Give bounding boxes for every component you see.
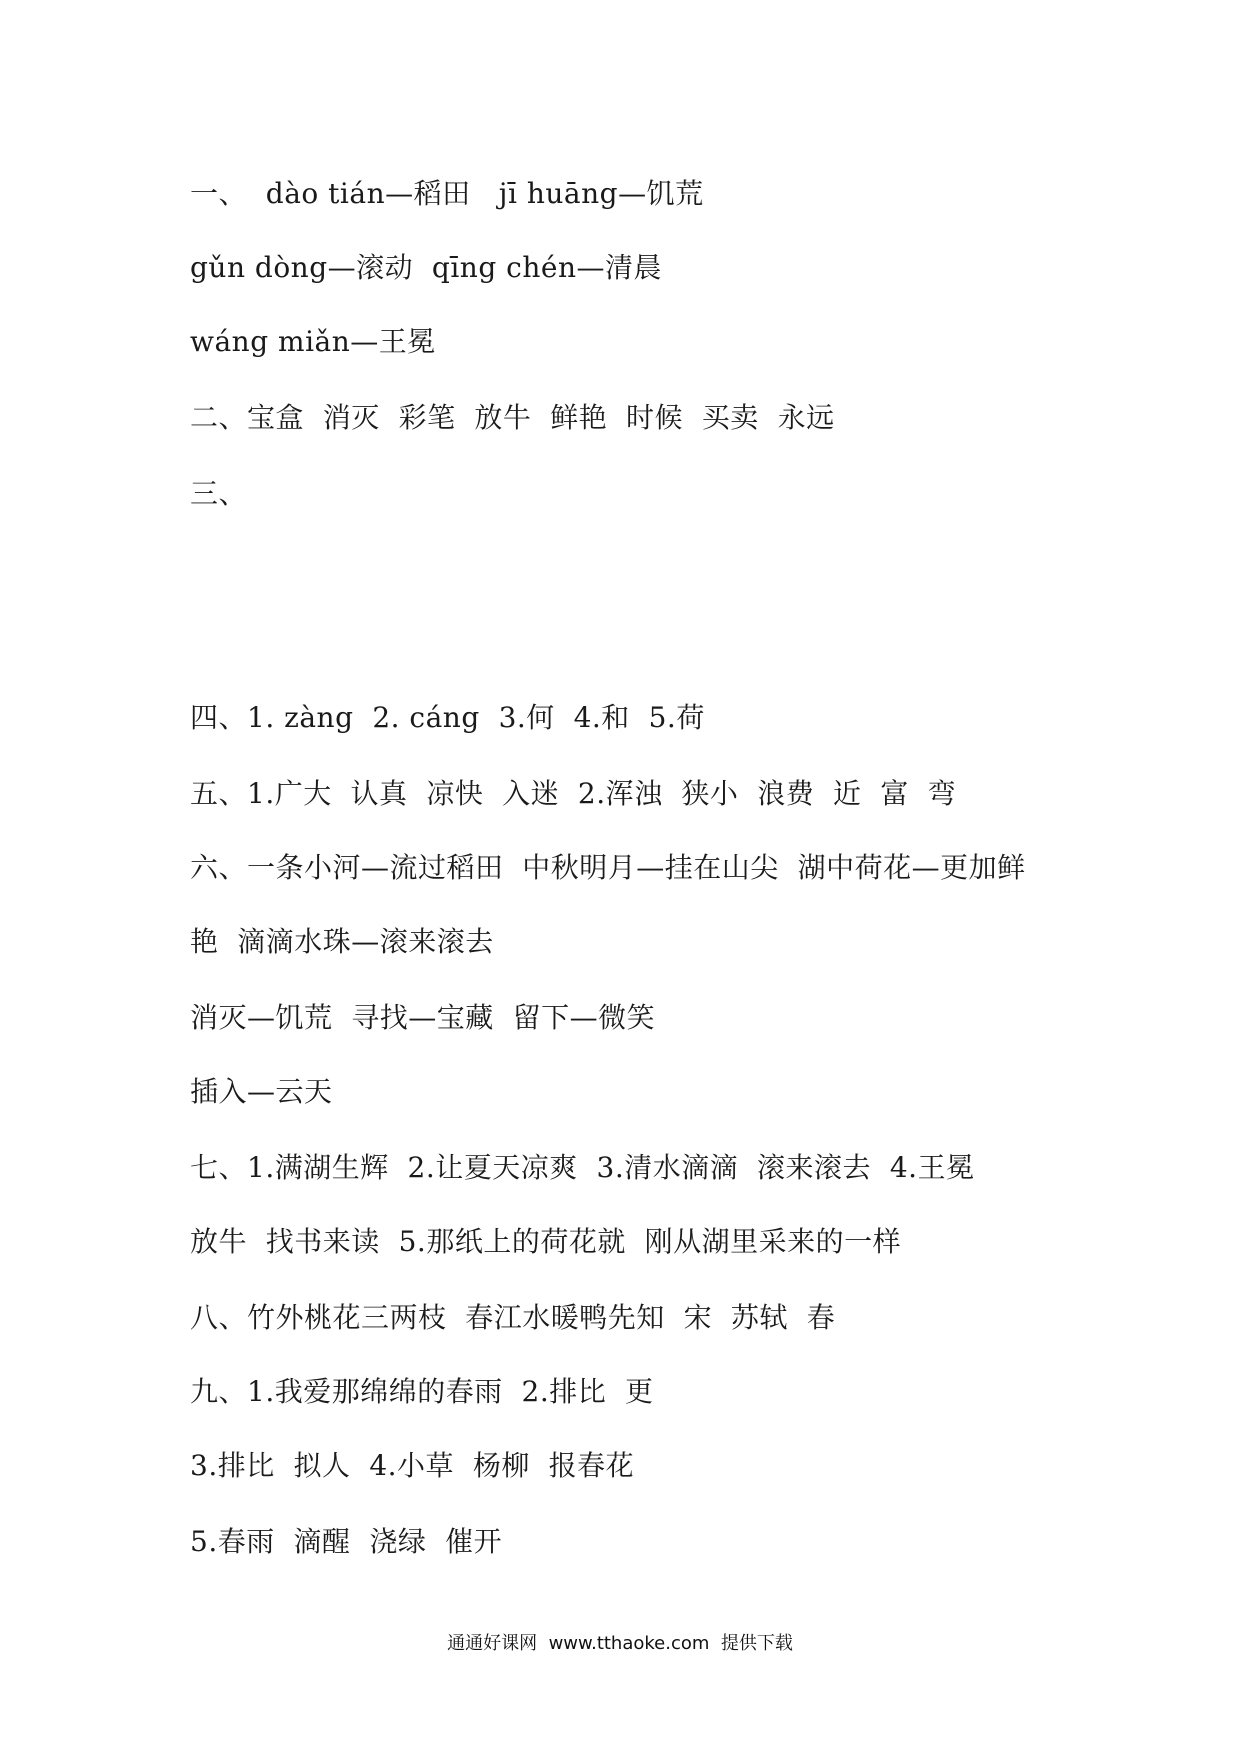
answer-line-13: 放牛 找书来读 5.那纸上的荷花就 刚从湖里采来的一样 — [190, 1225, 902, 1258]
answer-line-5: 三、 — [190, 477, 248, 510]
answer-line-3: wáng miǎn—王冕 — [190, 325, 436, 358]
answer-line-17: 5.春雨 滴醒 浇绿 催开 — [190, 1525, 503, 1558]
answer-line-6: 四、1. zàng 2. cáng 3.何 4.和 5.荷 — [190, 701, 705, 734]
page-footer: 通通好课网 www.tthaoke.com 提供下载 — [447, 1633, 793, 1654]
answer-line-15: 九、1.我爱那绵绵的春雨 2.排比 更 — [190, 1375, 654, 1408]
answer-line-4: 二、宝盒 消灭 彩笔 放牛 鲜艳 时候 买卖 永远 — [190, 401, 835, 434]
answer-line-12: 七、1.满湖生辉 2.让夏天凉爽 3.清水滴滴 滚来滚去 4.王冕 — [190, 1151, 975, 1184]
answer-line-8: 六、一条小河—流过稻田 中秋明月—挂在山尖 湖中荷花—更加鲜 — [190, 851, 1026, 884]
answer-line-16: 3.排比 拟人 4.小草 杨柳 报春花 — [190, 1449, 635, 1482]
answer-line-9: 艳 滴滴水珠—滚来滚去 — [190, 925, 494, 958]
answer-line-7: 五、1.广大 认真 凉快 入迷 2.浑浊 狭小 浪费 近 富 弯 — [190, 777, 957, 810]
answer-line-14: 八、竹外桃花三两枝 春江水暖鸭先知 宋 苏轼 春 — [190, 1301, 836, 1334]
answer-line-10: 消灭—饥荒 寻找—宝藏 留下—微笑 — [190, 1001, 656, 1034]
answer-line-1: 一、 dào tián—稻田 jī huāng—饥荒 — [190, 177, 704, 210]
answer-line-2: gǔn dòng—滚动 qīng chén—清晨 — [190, 251, 662, 284]
answer-line-11: 插入—云天 — [190, 1075, 333, 1108]
